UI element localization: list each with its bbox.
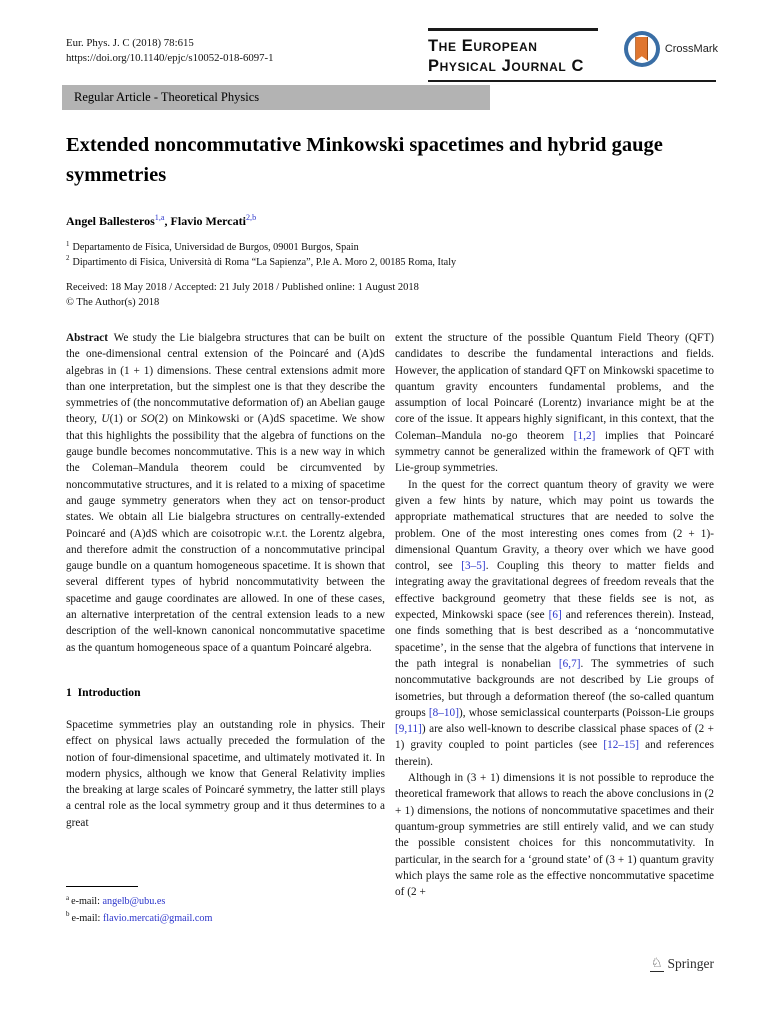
text-run: We study the Lie bialgebra structures that can be built on the one-dimensional central extension of the Poincaré and (A)dS algebras in (1 + 1) dimensions. These central extensions admit more than one interpretation, but the simplest one is that they describe the symmetries of (the noncommutative deformation of) an Abelian gauge theory, — [66, 332, 385, 426]
citation-12-15[interactable]: [12–15] — [603, 739, 640, 752]
introduction-paragraph-1: Spacetime symmetries play an outstanding role in physics. Their effect on physical laws actually preceded the formulation of the notion of four-dimensional spacetime, and ultimately motivated it. In modern physics, although we know that General Relativity implies the breaking at large scales of Poincaré symmetry, the latter still plays a central role as the local symmetry group and it thus determines to a great — [66, 718, 385, 829]
article-type-label: Regular Article - Theoretical Physics — [74, 90, 260, 104]
text-run: SO — [141, 413, 155, 426]
affiliation-text: Dipartimento di Fisica, Università di Roma “La Sapienza”, P.le A. Moro 2, 00185 Roma, Italy — [72, 256, 457, 268]
footnote-email-link[interactable]: angelb@ubu.es — [102, 896, 166, 908]
body-paragraph-although — [395, 770, 714, 900]
text-run: . Coupling this theory to matter fields and integrating away the gravitational degrees of freedom reveals that the effective background geometry that these fields see is not, as expected, Minkowski space (see — [395, 560, 715, 622]
right-column — [395, 330, 714, 900]
author-affil-ref-1a[interactable]: 1,a — [154, 213, 165, 222]
body-paragraph-quest — [395, 477, 714, 770]
citation-9-11[interactable]: [9,11] — [395, 723, 422, 736]
text-run: (2) on Minkowski or (A)dS spacetime. We show that this highlights the possibility that the algebra of functions on the gauge bundle becomes noncommutative. This is a new way in which the Coleman–Mandula theorem could be circumvented by noncommutative structures, and it is related to a mixing of spacetime and gauge symmetry generators when they act on tensor-product states. We obtain all Lie bialgebra structures on centrally-extended Poincaré and (A)dS which are coisotropic w.r.t. the Lorentz algebra, and therefore admit the construction of a noncommutative principal gauge bundle on a quantum homogeneous spacetime. It is shown that several different types of hybrid noncommutativity between the spacetime and gauge coordinates are allowed. In one of these cases, an alternative interpretation of the central extension leads to a new description of the well-known canonical noncommutative spacetime as the quantum homogeneous space of a quantum Poincaré algebra. — [66, 413, 385, 654]
footnote-label: e-mail: — [71, 896, 100, 908]
left-column — [66, 330, 385, 900]
text-run: and references therein). — [395, 739, 714, 768]
article-type-banner — [62, 85, 490, 110]
journal-name-line2: Physical Journal C — [428, 57, 585, 75]
citation-1-2[interactable]: [1,2] — [573, 429, 596, 442]
author-affil-ref-2b[interactable]: 2,b — [245, 213, 257, 222]
text-run: Although in (3 + 1) dimensions it is not possible to reproduce the theoretical framework that allows to reach the above conclusions in (2 + 1) dimensions, the notions of noncommutative spacetimes and their quantum-group symmetries are still entirely valid, and we can study the possible consistent choices for this noncommutativity. In particular, in the search for a ‘ground state’ of (3 + 1) quantum gravity which plays the same role as the effective noncommutative spacetime of (2 + — [395, 772, 714, 899]
copyright-line: © The Author(s) 2018 — [66, 296, 160, 308]
footnote-rule — [66, 886, 138, 887]
logo-rule-top — [428, 28, 598, 31]
text-run: , — [164, 214, 171, 228]
citation-3-5[interactable]: [3–5] — [461, 560, 486, 573]
crossmark-icon-inner — [628, 35, 656, 63]
authors-line — [66, 214, 256, 229]
text-run: U — [101, 413, 110, 426]
text-run: . The symmetries of such noncommutative backgrounds are not described by Lie groups of isometries, but through a deformation thereof (the so-called quantum groups — [395, 657, 714, 719]
crossmark-badge[interactable] — [624, 31, 718, 67]
article-title: Extended noncommutative Minkowski spacetimes and hybrid gauge symmetries — [66, 134, 663, 186]
text-run: (1) or — [109, 413, 142, 426]
doi-link[interactable]: https://doi.org/10.1140/epjc/s10052-018-6097-1 — [66, 52, 274, 64]
springer-wordmark: Springer — [667, 956, 714, 971]
body-paragraph-continuation — [395, 330, 714, 477]
text-run: ), whose semiclassical counterparts (Poisson-Lie groups — [458, 706, 714, 719]
citation-8-10[interactable]: [8–10] — [428, 706, 459, 719]
text-run: extent the structure of the possible Quantum Field Theory (QFT) candidates to describe the fundamental interactions and fields. However, the application of standard QFT on Minkowski spacetime to quantum gravity encounters fundamental problems, and the assumption of local Poincaré (Lorentz) invariance might be at the core of the issue. It appears highly significant, in this context, that the Coleman–Mandula no-go theorem — [395, 332, 714, 442]
abstract-label: Abstract — [66, 332, 109, 344]
crossmark-icon — [624, 31, 660, 67]
footnote-a — [66, 894, 385, 911]
text-run: In the quest for the correct quantum theory of gravity we were given a few hints by nature, which may point us towards the appropriate mathematical structures that are needed to solve the problem. One of the most interesting ones comes from (2 + 1)-dimensional Quantum Gravity, a theory over which we have good control, see — [395, 478, 714, 573]
affiliations-block — [66, 241, 456, 270]
text-run: implies that Poincaré symmetry cannot be generalized within the framework of QFT with Lie-group symmetries. — [395, 429, 714, 475]
abstract-paragraph — [66, 330, 385, 656]
text-run: ) are also well-known to describe classical phase spaces of (2 + 1) gravity coupled to point particles (see — [395, 723, 714, 752]
footnote-email-link[interactable]: flavio.mercati@gmail.com — [102, 912, 213, 924]
footnote-marker: a — [66, 894, 70, 902]
citation-6[interactable]: [6] — [548, 609, 562, 622]
dates-block — [66, 281, 419, 310]
journal-citation-block — [66, 36, 274, 66]
text-run: and references therein). Instead, one finds something that is best described as a ‘noncommutative spacetime’, in the sense that the algebra of functions that intervene in the path integral is nonabelian — [395, 609, 714, 670]
footnotes-block — [66, 886, 385, 927]
body-columns — [66, 330, 714, 900]
springer-logo — [0, 956, 714, 973]
footnote-b — [66, 911, 385, 928]
journal-logo-block — [428, 28, 716, 77]
section-heading-introduction: 1 Introduction — [66, 685, 141, 699]
journal-citation: Eur. Phys. J. C (2018) 78:615 — [66, 37, 194, 49]
affiliation-number: 1 — [66, 240, 70, 248]
affiliation-2 — [66, 256, 456, 271]
citation-6-7[interactable]: [6,7] — [558, 657, 581, 670]
footnote-label: e-mail: — [71, 912, 101, 924]
author-name-mercati: Flavio Mercati — [170, 214, 246, 228]
received-line: Received: 18 May 2018 / Accepted: 21 July 2018 / Published online: 1 August 2018 — [66, 282, 419, 293]
crossmark-label: CrossMark — [664, 43, 718, 55]
springer-horse-icon: ♘ — [650, 955, 663, 970]
affiliation-text: Departamento de Física, Universidad de Burgos, 09001 Burgos, Spain — [72, 242, 359, 253]
affiliation-number: 2 — [66, 255, 70, 263]
bookmark-icon — [635, 37, 648, 61]
logo-rule-bottom — [428, 80, 716, 82]
affiliation-1 — [66, 241, 456, 256]
author-name-ballesteros: Angel Ballesteros — [66, 214, 155, 228]
footnote-marker: b — [66, 911, 70, 919]
journal-name-line1: The European — [428, 36, 538, 55]
